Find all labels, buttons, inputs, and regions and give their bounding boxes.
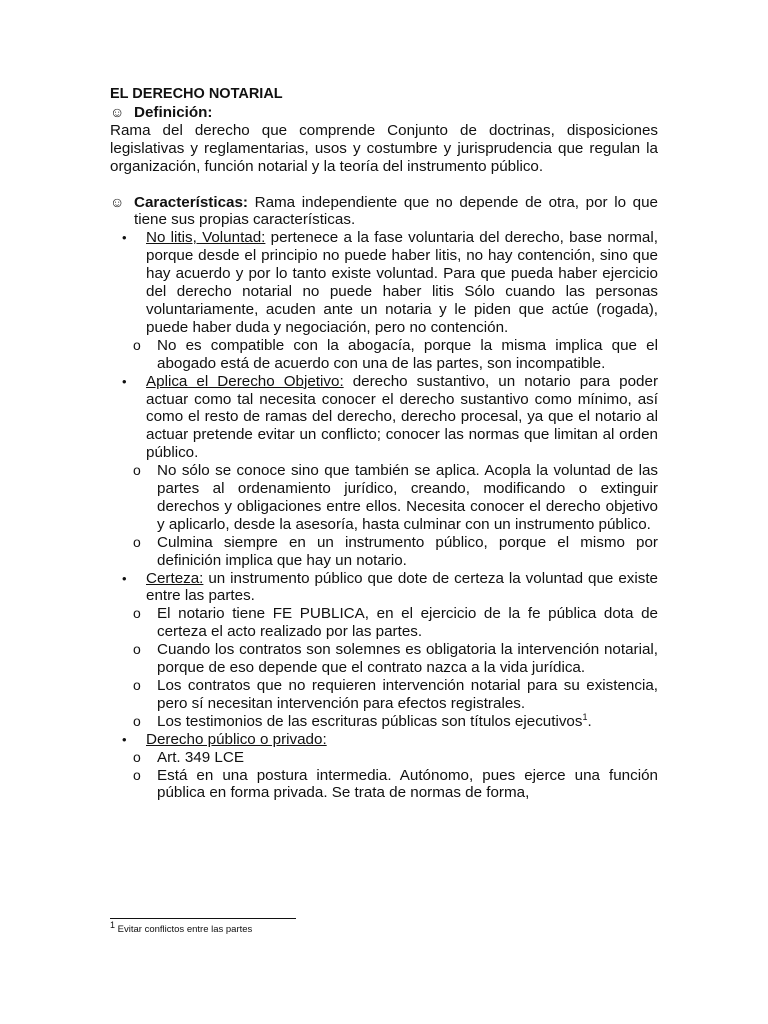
bullet-icon: • [122, 731, 127, 747]
sub-list-item-text: Art. 349 LCE [157, 748, 244, 766]
definicion-text: Rama del derecho que comprende Conjunto de doctrinas, disposiciones legislativas y reglamentarias, usos y costumbre y jurisprudencia que regulan la organización, función notarial y la teoría del instrumento público. [110, 121, 658, 175]
sub-list-item [110, 605, 658, 641]
sub-list-item [110, 337, 658, 373]
list-item-body: un instrumento público que dote de certeza la voluntad que existe entre las partes. [146, 569, 658, 605]
spacer [110, 176, 658, 194]
list-item-heading: Derecho público o privado: [146, 730, 327, 748]
sub-bullet-icon: o [133, 766, 141, 783]
sub-bullet-icon: o [133, 677, 141, 693]
sub-bullet-icon: o [133, 748, 141, 765]
footnote [110, 919, 253, 935]
footnote-divider [110, 918, 296, 919]
list-item [110, 229, 658, 336]
sub-bullet-icon: o [133, 462, 141, 479]
caracteristicas-paragraph [134, 194, 658, 230]
sub-list-item-text: Culmina siempre en un instrumento público, porque el mismo por definición implica que hay un notario. [157, 533, 658, 569]
sub-list-item [110, 677, 658, 713]
caracteristicas-text: Rama independiente que no depende de otra, por lo que tiene sus propias características. [134, 193, 658, 229]
caracteristicas-block [110, 194, 658, 230]
footnote-text: Evitar conflictos entre las partes [115, 924, 253, 935]
sub-list-item-body: Los testimonios de las escrituras públicas son títulos ejecutivos [157, 712, 583, 730]
list-item [110, 570, 658, 606]
list-item-heading: Certeza: [146, 569, 204, 587]
sub-list-item-text: No es compatible con la abogacía, porque la misma implica que el abogado está de acuerdo con una de las partes, son incompatible. [157, 336, 658, 372]
list-item-text [146, 570, 658, 606]
list-item [110, 731, 658, 749]
bullet-icon: • [122, 230, 127, 246]
footnote-number: 1 [110, 919, 116, 930]
sub-list-item [110, 462, 658, 534]
bullet-icon: • [122, 570, 127, 586]
sub-list-item [110, 767, 658, 803]
sub-bullet-icon: o [133, 605, 141, 622]
sub-list-item-text: Los contratos que no requieren intervención notarial para su existencia, pero sí necesitan intervención para efectos registrales. [157, 677, 658, 712]
list-item-heading: No litis, Voluntad: [146, 229, 266, 247]
sub-list-item-text: Cuando los contratos son solemnes es obligatoria la intervención notarial, porque de eso depende que el contrato nazca a la vida jurídica. [157, 641, 658, 677]
footnote-reference[interactable]: 1 [582, 711, 588, 722]
sub-list-item [110, 534, 658, 570]
definicion-label: Definición: [134, 103, 213, 121]
caracteristicas-label: Características: [134, 193, 248, 211]
list-item-text [146, 373, 658, 463]
sub-bullet-icon: o [133, 712, 141, 729]
sub-list-item [110, 713, 658, 731]
list-item-heading: Aplica el Derecho Objetivo: [146, 372, 344, 390]
smiley-icon: ☺ [110, 193, 125, 210]
definicion-heading-row [110, 104, 658, 122]
document-title: EL DERECHO NOTARIAL [110, 86, 283, 102]
sub-bullet-icon: o [133, 336, 141, 353]
sub-list-item-text: Los testimonios de las escrituras públicas son títulos ejecutivos$^1$. [157, 711, 592, 730]
bullet-icon: • [122, 373, 127, 389]
list-item-text [146, 229, 658, 336]
sub-list-item-text: No sólo se conoce sino que también se aplica. Acopla la voluntad de las partes al ordenamiento jurídico, creando, modificando o extinguir derechos y obligaciones entre ellos. Necesita conocer el derecho objetivo y aplicarlo, desde la asesoría, hasta culminar con un instrumento público. [157, 462, 658, 533]
sub-list-item [110, 749, 658, 767]
sub-bullet-icon: o [133, 641, 141, 658]
sub-list-item-text: El notario tiene FE PUBLICA, en el ejercicio de la fe pública dota de certeza el acto realizado por las partes. [157, 605, 658, 641]
list-item-body: derecho sustantivo, un notario para poder actuar como tal necesita conocer el derecho sustantivo como mínimo, así como el resto de ramas del derecho, derecho procesal, ya que el notario al actuar pretende evitar un conflicto; conocer las normas que limitan al orden público. [146, 372, 659, 462]
smiley-icon: ☺ [110, 103, 125, 120]
list-item-body: pertenece a la fase voluntaria del derecho, base normal, porque desde el principio no puede haber litis, no hay contención, sino que hay acuerdo y por lo tanto existe voluntad. Para que pueda haber ejercicio del derecho notarial no puede haber litis Sólo cuando las personas voluntariamente, acuden ante un notaria y le piden que actúe (rogada), puede haber duda y negociación, pero no contención. [146, 229, 658, 336]
sub-bullet-icon: o [133, 533, 141, 550]
sub-list-item [110, 641, 658, 677]
list-item [110, 373, 658, 463]
sub-list-item-text: Está en una postura intermedia. Autónomo, pues ejerce una función pública en forma privada. Se trata de normas de forma, [157, 766, 658, 802]
document-body [110, 86, 658, 802]
list-item-text [146, 731, 658, 749]
